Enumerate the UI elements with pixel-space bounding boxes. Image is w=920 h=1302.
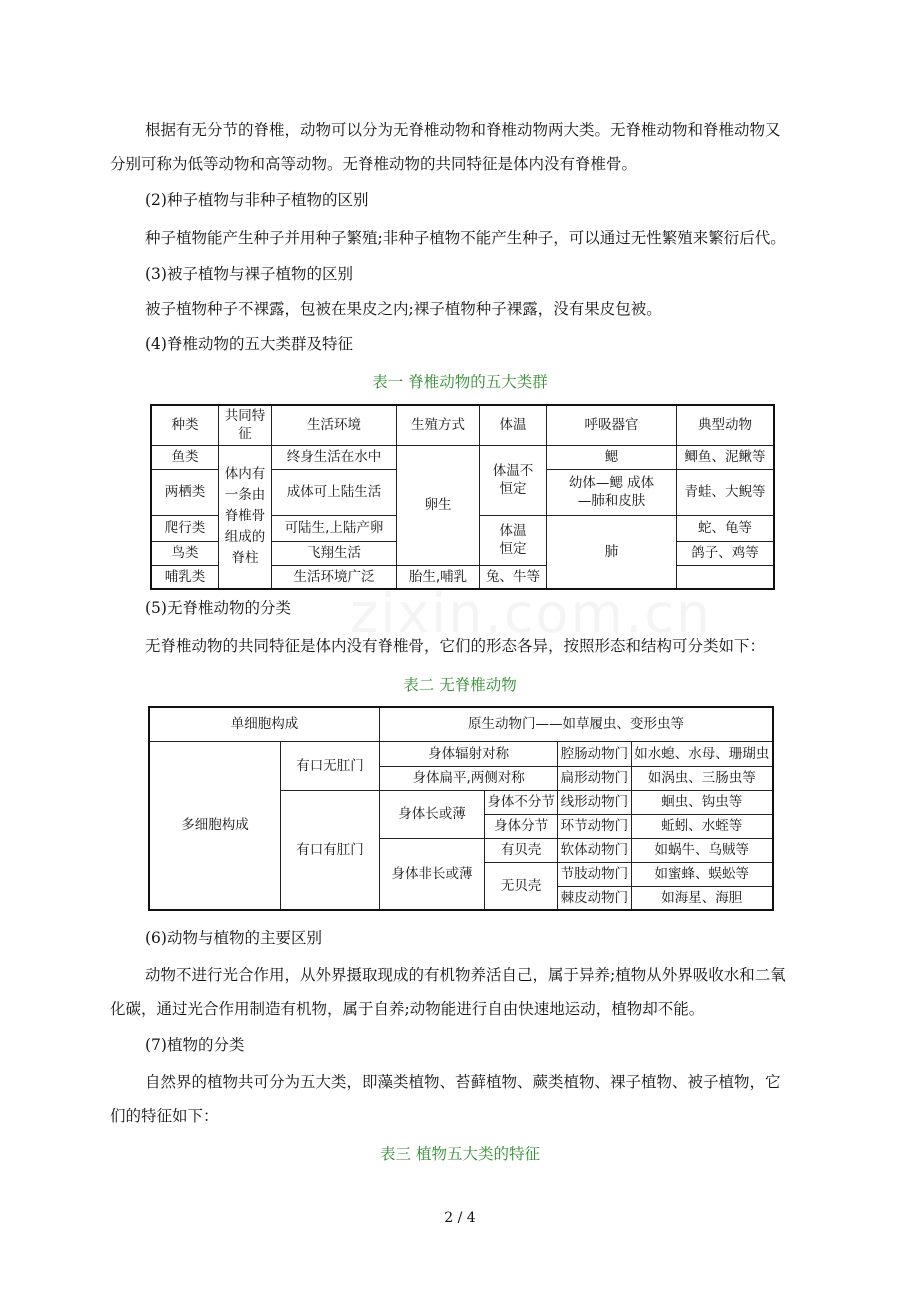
t1-env: 飞翔生活 bbox=[272, 541, 397, 565]
t2-nematode-ex: 蛔虫、钩虫等 bbox=[631, 790, 773, 814]
t1-breath: 肺 bbox=[547, 515, 677, 589]
t1-env: 生活环境广泛 bbox=[272, 565, 397, 589]
t2-not-seg: 身体不分节 bbox=[485, 790, 558, 814]
t2-echino-ex: 如海星、海胆 bbox=[631, 886, 773, 910]
paragraph-classification-intro-cont: 分别可称为低等动物和高等动物。无脊椎动物的共同特征是体内没有脊椎骨。 bbox=[110, 155, 638, 173]
page-number: 2 / 4 bbox=[444, 1210, 476, 1226]
t1-breath: 鳃 bbox=[547, 445, 677, 469]
t1-env: 成体可上陆生活 bbox=[272, 469, 397, 515]
t2-annelid: 环节动物门 bbox=[558, 814, 631, 838]
t1-type: 鸟类 bbox=[151, 541, 219, 565]
t1-header: 生殖方式 bbox=[397, 405, 480, 445]
t1-env: 终身生活在水中 bbox=[272, 445, 397, 469]
t2-mollusk: 软体动物门 bbox=[558, 838, 631, 862]
t1-type: 爬行类 bbox=[151, 515, 219, 541]
heading-animal-plant-diff: (6)动物与植物的主要区别 bbox=[145, 929, 322, 947]
heading-plant-classification: (7)植物的分类 bbox=[145, 1036, 245, 1054]
paragraph-animal-plant-diff-cont: 化碳，通过光合作用制造有机物，属于自养;动物能进行自由快速地运动，植物却不能。 bbox=[110, 1000, 705, 1018]
t2-shell: 有贝壳 bbox=[485, 838, 558, 862]
t1-type: 两栖类 bbox=[151, 469, 219, 515]
heading-vertebrates: (4)脊椎动物的五大类群及特征 bbox=[145, 335, 353, 353]
t2-mouth-no-anus: 有口无肛门 bbox=[281, 741, 380, 790]
t2-not-long: 身体非长或薄 bbox=[380, 838, 485, 910]
heading-invertebrates: (5)无脊椎动物的分类 bbox=[145, 599, 291, 617]
t1-header: 种类 bbox=[151, 405, 219, 445]
paragraph-seed-plants: 种子植物能产生种子并用种子繁殖;非种子植物不能产生种子，可以通过无性繁殖来繁衍后代。 bbox=[145, 229, 786, 247]
t2-annelid-ex: 蚯蚓、水蛭等 bbox=[631, 814, 773, 838]
t1-example: 鲫鱼、泥鳅等 bbox=[677, 445, 775, 469]
vertebrate-table bbox=[150, 404, 775, 590]
t2-echino: 棘皮动物门 bbox=[558, 886, 631, 910]
t2-seg: 身体分节 bbox=[485, 814, 558, 838]
t1-header: 体温 bbox=[480, 405, 547, 445]
heading-seed-plants: (2)种子植物与非种子植物的区别 bbox=[145, 191, 369, 209]
t1-breath: 幼体—鳃 成体—肺和皮肤 bbox=[547, 469, 677, 515]
t1-repro: 胎生,哺乳 bbox=[397, 565, 480, 589]
t1-example: 青蛙、大鲵等 bbox=[677, 469, 775, 515]
t2-mollusk-ex: 如蜗牛、乌贼等 bbox=[631, 838, 773, 862]
table3-caption: 表三 植物五大类的特征 bbox=[380, 1145, 540, 1163]
t2-coelenterate-ex: 如水螅、水母、珊瑚虫 bbox=[631, 741, 773, 766]
t2-arthropod: 节肢动物门 bbox=[558, 862, 631, 886]
t1-header: 典型动物 bbox=[677, 405, 775, 445]
t2-mouth-anus: 有口有肛门 bbox=[281, 790, 380, 910]
table2-caption: 表二 无脊椎动物 bbox=[403, 676, 517, 694]
table1-caption: 表一 脊椎动物的五大类群 bbox=[372, 373, 548, 391]
t2-no-shell: 无贝壳 bbox=[485, 862, 558, 910]
paragraph-classification-intro: 根据有无分节的脊椎，动物可以分为无脊椎动物和脊椎动物两大类。无脊椎动物和脊椎动物又 bbox=[145, 121, 781, 139]
t1-temp: 体温恒定 bbox=[480, 515, 547, 565]
t1-type: 鱼类 bbox=[151, 445, 219, 469]
invertebrate-table bbox=[148, 706, 774, 911]
paragraph-plant-classification: 自然界的植物共可分为五大类，即藻类植物、苔藓植物、蕨类植物、裸子植物、被子植物，它 bbox=[145, 1073, 781, 1091]
t2-flatworm: 扁形动物门 bbox=[558, 766, 631, 790]
t1-repro: 卵生 bbox=[397, 445, 480, 565]
t1-example: 兔、牛等 bbox=[480, 565, 547, 589]
t1-env: 可陆生,上陆产卵 bbox=[272, 515, 397, 541]
t1-example: 鸽子、鸡等 bbox=[677, 541, 775, 565]
t1-header: 生活环境 bbox=[272, 405, 397, 445]
heading-angiosperm: (3)被子植物与裸子植物的区别 bbox=[145, 265, 353, 283]
t2-arthropod-ex: 如蜜蜂、蜈蚣等 bbox=[631, 862, 773, 886]
t1-header: 呼吸器官 bbox=[547, 405, 677, 445]
t2-flatworm-ex: 如涡虫、三肠虫等 bbox=[631, 766, 773, 790]
t2-single-value: 原生动物门——如草履虫、变形虫等 bbox=[380, 707, 774, 741]
t1-header: 共同特征 bbox=[219, 405, 272, 445]
paragraph-animal-plant-diff: 动物不进行光合作用，从外界摄取现成的有机物养活自己，属于异养;植物从外界吸收水和二氧 bbox=[145, 966, 786, 984]
t2-radial: 身体辐射对称 bbox=[380, 741, 558, 766]
t1-type: 哺乳类 bbox=[151, 565, 219, 589]
t2-coelenterate: 腔肠动物门 bbox=[558, 741, 631, 766]
t1-common-feature: 体内有一条由脊椎骨组成的脊柱 bbox=[219, 445, 272, 589]
paragraph-invertebrates: 无脊椎动物的共同特征是体内没有脊椎骨，它们的形态各异，按照形态和结构可分类如下： bbox=[145, 637, 766, 655]
t2-single-label: 单细胞构成 bbox=[149, 707, 380, 741]
paragraph-plant-classification-cont: 们的特征如下： bbox=[110, 1107, 219, 1125]
t1-example: 蛇、龟等 bbox=[677, 515, 775, 541]
paragraph-angiosperm: 被子植物种子不裸露，包被在果皮之内;裸子植物种子裸露，没有果皮包被。 bbox=[145, 300, 662, 318]
t2-flat: 身体扁平,两侧对称 bbox=[380, 766, 558, 790]
t2-long-thin: 身体长或薄 bbox=[380, 790, 485, 838]
t2-multi-label: 多细胞构成 bbox=[149, 741, 281, 910]
t2-nematode: 线形动物门 bbox=[558, 790, 631, 814]
t1-temp: 体温不恒定 bbox=[480, 445, 547, 515]
